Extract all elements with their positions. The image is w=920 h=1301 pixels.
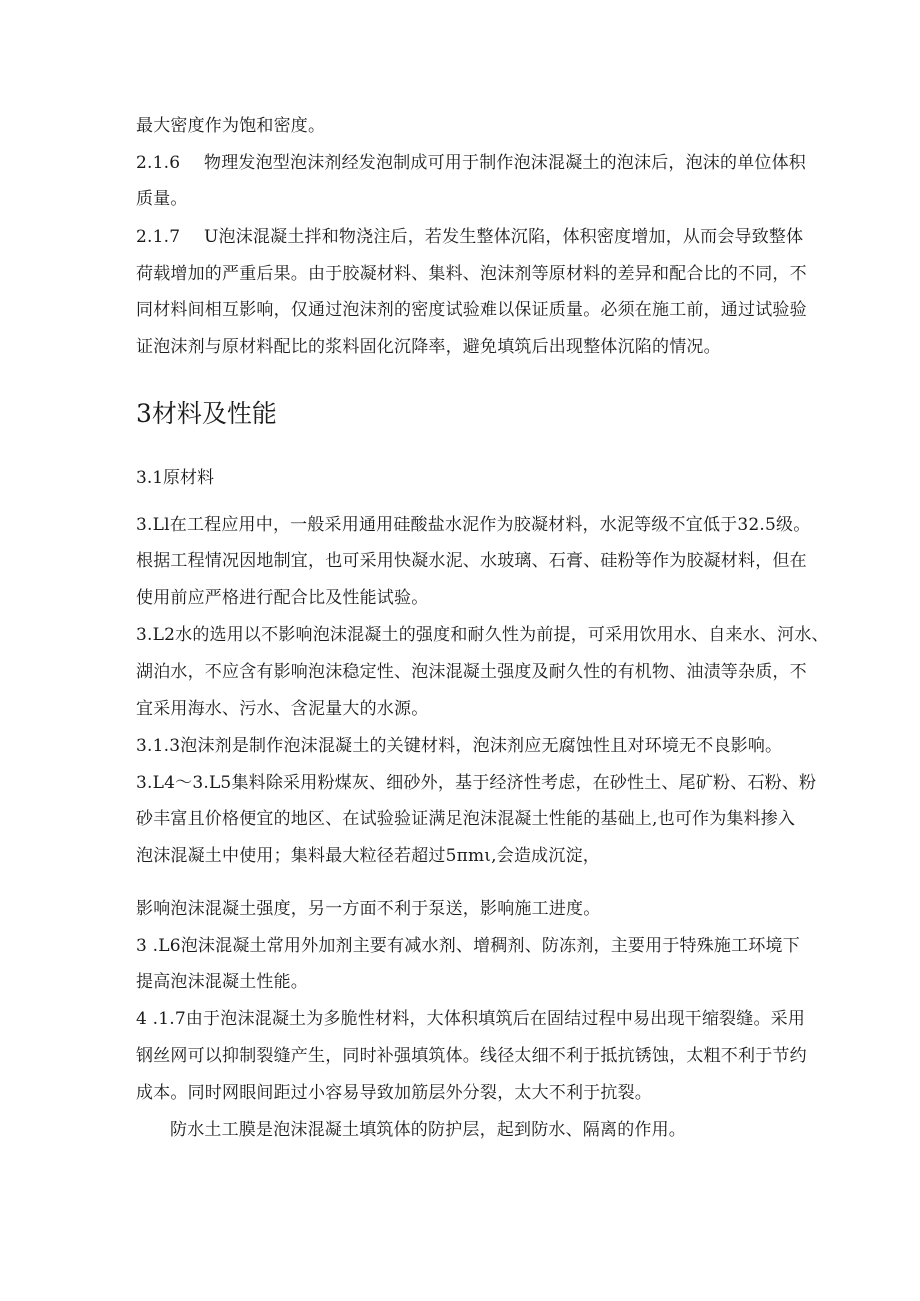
section-2-1-6 (136, 151, 806, 175)
text-line: 使用前应严格进行配合比及性能试验。 (136, 588, 429, 608)
section-heading-3: 3材料及性能 (136, 399, 277, 428)
text-line: 3.1.3泡沫剂是制作泡沫混凝土的关键材料，泡沫剂应无腐蚀性且对环境无不良影响。 (136, 736, 783, 756)
text-line: 荷载增加的严重后果。由于胶凝材料、集料、泡沫剂等原材料的差异和配合比的不同，不 (136, 264, 807, 284)
text-line: 砂丰富且价格便宜的地区、在试验验证满足泡沫混凝土性能的基础上,也可作为集料掺入 (136, 809, 796, 829)
text-line: 提高泡沫混凝土性能。 (136, 972, 308, 992)
text-line: 宜采用海水、污水、含泥量大的水源。 (136, 699, 429, 719)
text-line: 钢丝网可以抑制裂缝产生，同时补强填筑体。线径太细不利于抵抗锈蚀，太粗不利于节约 (136, 1046, 807, 1066)
text-line: 同材料间相互影响，仅通过泡沫剂的密度试验难以保证质量。必须在施工前，通过试验验 (136, 300, 807, 320)
text-line: 3.L2水的选用以不影响泡沫混凝土的强度和耐久性为前提，可采用饮用水、自来水、河水、 (136, 625, 829, 645)
section-2-1-7 (136, 225, 803, 249)
text-line: 防水土工膜是泡沫混凝土填筑体的防护层，起到防水、隔离的作用。 (170, 1120, 686, 1140)
text-line: 4 .1.7由于泡沫混凝土为多脆性材料，大体积填筑后在固结过程中易出现干缩裂缝。采用 (136, 1009, 806, 1029)
text-line: 最大密度作为饱和密度。 (136, 116, 326, 136)
text-line: 根据工程情况因地制宜，也可采用快凝水泥、水玻璃、石膏、硅粉等作为胶凝材料，但在 (136, 551, 807, 571)
text-line: 3.Ll在工程应用中，一般采用通用硅酸盐水泥作为胶凝材料，水泥等级不宜低于32.5级。 (136, 515, 811, 535)
subsection-heading-3-1: 3.1原材料 (136, 468, 215, 488)
section-number: 2.1.7 (136, 227, 181, 247)
text-line: 成本。同时网眼间距过小容易导致加筋层外分裂，太大不利于抗裂。 (136, 1083, 652, 1103)
text-line: 物理发泡型泡沫剂经发泡制成可用于制作泡沫混凝土的泡沫后，泡沫的单位体积 (204, 153, 806, 173)
text-line: 影响泡沫混凝土强度，另一方面不利于泵送，影响施工进度。 (136, 899, 601, 919)
text-line: 3 .L6泡沫混凝土常用外加剂主要有减水剂、增稠剂、防冻剂，主要用于特殊施工环境下 (136, 936, 800, 956)
text-line: 证泡沫剂与原材料配比的浆料固化沉降率，避免填筑后出现整体沉陷的情况。 (136, 337, 721, 357)
text-line: 湖泊水，不应含有影响泡沫稳定性、泡沫混凝土强度及耐久性的有机物、油渍等杂质，不 (136, 662, 807, 682)
text-line: 质量。 (136, 189, 188, 209)
text-line: 3.L4～3.L5集料除采用粉煤灰、细砂外，基于经济性考虑，在砂性土、尾矿粉、石粉、粉 (136, 773, 817, 793)
text-line: U泡沫混凝土拌和物浇注后，若发生整体沉陷，体积密度增加，从而会导致整体 (204, 227, 804, 247)
section-number: 2.1.6 (136, 153, 181, 173)
text-line: 泡沫混凝土中使用；集料最大粒径若超过5πmι,会造成沉淀， (136, 846, 600, 866)
